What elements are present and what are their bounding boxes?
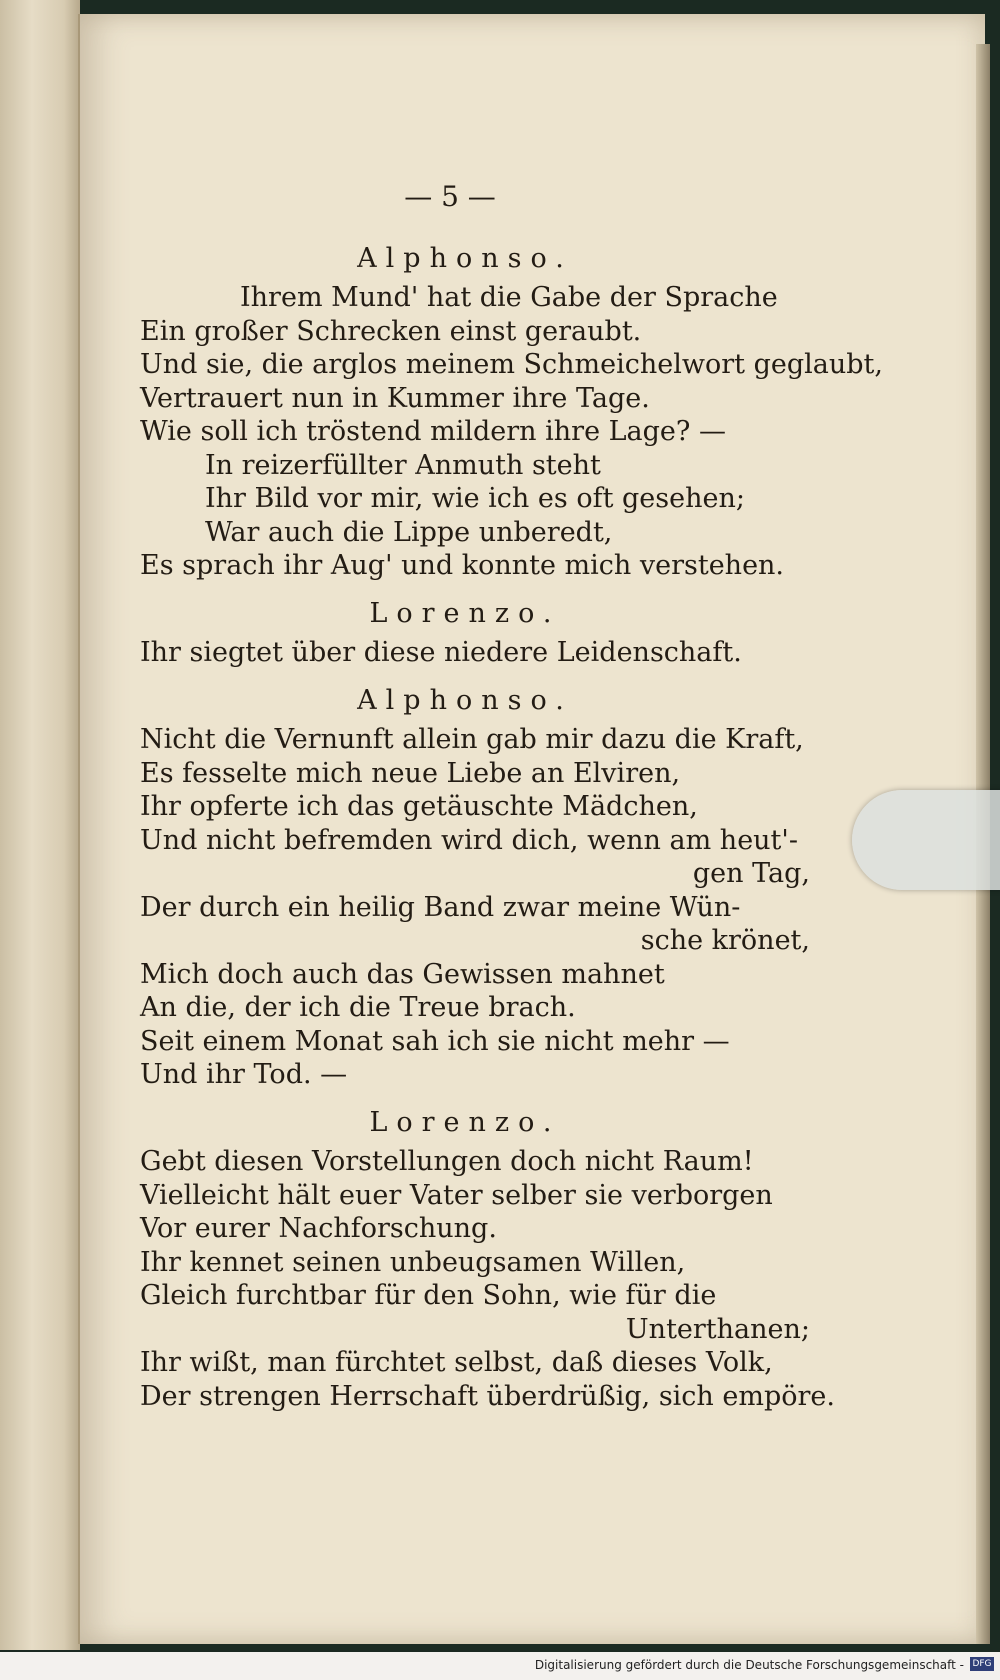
speaker-name: Lorenzo.: [369, 597, 561, 629]
verse-line: Ihrem Mund' hat die Gabe der Sprache: [240, 282, 778, 313]
verse-line: An die, der ich die Treue brach.: [140, 992, 576, 1023]
verse-line: Vor eurer Nachforschung.: [140, 1213, 497, 1244]
page-number: — 5 —: [404, 180, 496, 213]
verse-line: Unterthanen;: [625, 1313, 810, 1345]
verse-line: Und nicht befremden wird dich, wenn am heut'-: [140, 824, 798, 856]
verse-line: Und sie, die arglos meinem Schmeichelwort geglaubt,: [140, 349, 883, 380]
verse-line: Der durch ein heilig Band zwar meine Wün-: [140, 891, 741, 923]
book-left-edge: [0, 0, 80, 1650]
verse-line: Ihr kennet seinen unbeugsamen Willen,: [140, 1246, 686, 1278]
verse-line: Mich doch auch das Gewissen mahnet: [140, 958, 665, 990]
bookmark-tab: [852, 790, 1000, 890]
verse-line: Ein großer Schrecken einst geraubt.: [140, 315, 642, 347]
verse-line: Gebt diesen Vorstellungen doch nicht Raum!: [140, 1146, 754, 1177]
verse-line: Ihr opferte ich das getäuschte Mädchen,: [140, 791, 698, 822]
verse-line: Vielleicht hält euer Vater selber sie verborgen: [140, 1179, 773, 1211]
verse-line: In reizerfüllter Anmuth steht: [205, 449, 601, 481]
footer-credit: Digitalisierung gefördert durch die Deutsche Forschungsgemeinschaft -: [0, 1652, 1000, 1680]
speaker-name: Alphonso.: [357, 684, 573, 716]
verse-line: Gleich furchtbar für den Sohn, wie für die: [140, 1280, 717, 1311]
verse-line: Und ihr Tod. —: [140, 1059, 348, 1090]
verse-line: War auch die Lippe unberedt,: [205, 516, 613, 548]
verse-line: Ihr siegtet über diese niedere Leidenschaft.: [140, 637, 742, 668]
verse-line: Ihr wißt, man fürchtet selbst, daß dieses Volk,: [140, 1347, 773, 1378]
speaker-name: Alphonso.: [357, 242, 573, 274]
verse-line: gen Tag,: [692, 858, 810, 889]
verse-line: Es sprach ihr Aug' und konnte mich verstehen.: [140, 550, 785, 581]
verse-line: Nicht die Vernunft allein gab mir dazu die Kraft,: [140, 724, 804, 755]
dialogue-blocks: [140, 242, 883, 1414]
verse-line: Ihr Bild vor mir, wie ich es oft gesehen;: [205, 483, 745, 514]
speaker-name: Lorenzo.: [369, 1106, 561, 1138]
verse-line: Vertrauert nun in Kummer ihre Tage.: [140, 382, 650, 414]
verse-line: sche krönet,: [640, 925, 810, 956]
verse-line: Der strengen Herrschaft überdrüßig, sich empöre.: [140, 1380, 835, 1412]
verse-line: Wie soll ich tröstend mildern ihre Lage? —: [140, 416, 726, 447]
page-text: [140, 180, 883, 1413]
verse-line: Es fesselte mich neue Liebe an Elviren,: [140, 757, 681, 789]
dfg-logo: DFG: [970, 1657, 994, 1671]
verse-line: Seit einem Monat sah ich sie nicht mehr —: [140, 1025, 730, 1057]
